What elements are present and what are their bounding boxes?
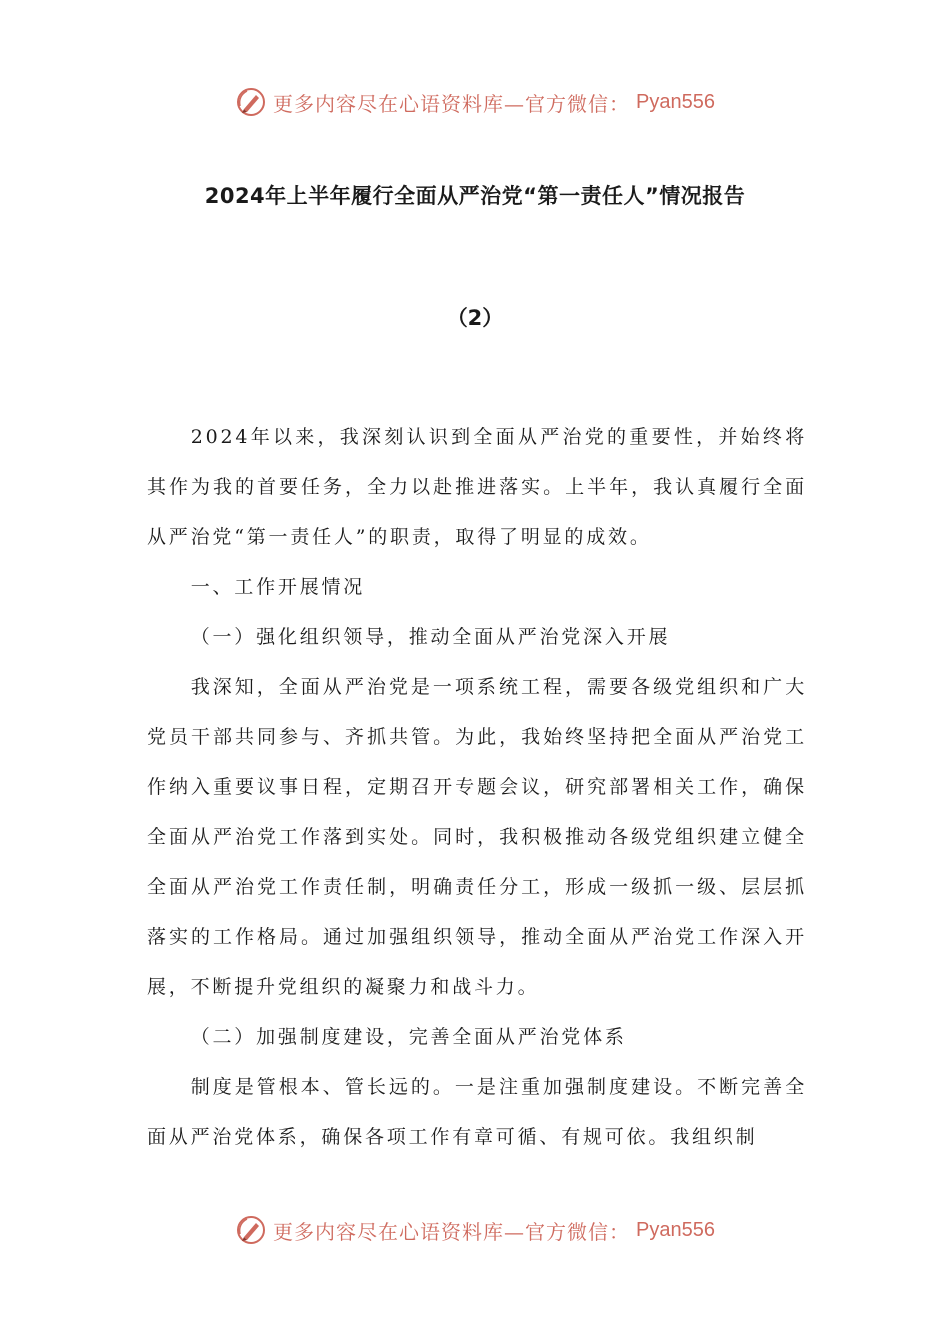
watermark-header: [0, 82, 950, 122]
subsection-heading-2: （二）加强制度建设，完善全面从严治党体系: [190, 1026, 627, 1048]
subsection-heading-1: （一）强化组织领导，推动全面从严治党深入开展: [190, 626, 671, 648]
document-body: [147, 412, 807, 1162]
section-heading: 一、工作开展情况: [190, 576, 366, 598]
watermark-footer: [0, 1210, 950, 1250]
watermark-wechat-id: Pyan556: [636, 90, 715, 113]
pen-logo-icon: [235, 86, 267, 118]
document-subtitle: （2）: [446, 306, 504, 330]
watermark-wechat-id: Pyan556: [636, 1218, 715, 1241]
paragraph-organization: 我深知，全面从严治党是一项系统工程，需要各级党组织和广大党员干部共同参与、齐抓共管。为此，我始终坚持把全面从严治党工作纳入重要议事日程，定期召开专题会议，研究部署相关工作，确保全面从严治党工作落到实处。同时，我积极推动各级党组织建立健全全面从严治党工作责任制，明确责任分工，形成一级抓一级、层层抓落实的工作格局。通过加强组织领导，推动全面从严治党工作深入开展，不断提升党组织的凝聚力和战斗力。: [147, 676, 807, 998]
paragraph-intro: 2024年以来，我深刻认识到全面从严治党的重要性，并始终将其作为我的首要任务，全力以赴推进落实。上半年，我认真履行全面从严治党“第一责任人”的职责，取得了明显的成效。: [147, 426, 807, 548]
document-title: 2024年上半年履行全面从严治党“第一责任人”情况报告: [204, 184, 746, 208]
paragraph-system: 制度是管根本、管长远的。一是注重加强制度建设。不断完善全面从严治党体系，确保各项工作有章可循、有规可依。我组织制: [147, 1076, 807, 1148]
watermark-text: 更多内容尽在心语资料库—官方微信：: [273, 1219, 631, 1244]
watermark-text: 更多内容尽在心语资料库—官方微信：: [273, 91, 631, 116]
pen-logo-icon: [235, 1214, 267, 1246]
